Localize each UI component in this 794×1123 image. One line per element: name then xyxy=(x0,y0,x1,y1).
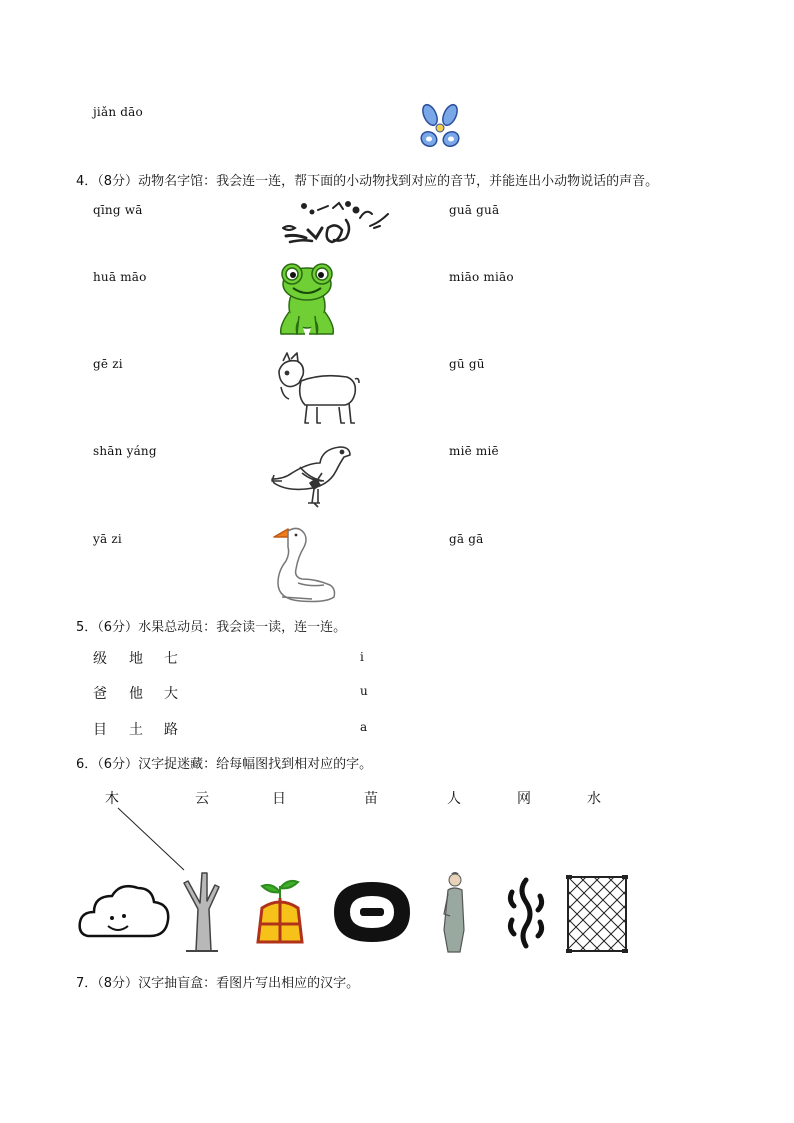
left-pinyin-3: gē zi xyxy=(93,357,123,371)
q7-number: 7． xyxy=(76,976,98,991)
q6-char-miao: 苗 xyxy=(364,791,378,807)
left-pinyin-1: qīng wā xyxy=(93,203,143,217)
right-sound-1: guā guā xyxy=(449,203,500,217)
person-icon xyxy=(440,870,474,954)
q5-row-3-char-2: 土 xyxy=(129,722,143,738)
q5-row-1-char-1: 级 xyxy=(93,651,107,667)
left-pinyin-2: huā māo xyxy=(93,270,147,284)
q5-row-1-char-3: 七 xyxy=(164,651,178,667)
q5-row-1-char-2: 地 xyxy=(129,651,143,667)
left-pinyin-5: yā zi xyxy=(93,532,122,546)
q5-row-2-char-3: 大 xyxy=(164,686,178,702)
q5-score: （6分） xyxy=(97,620,139,635)
q6-char-mu: 木 xyxy=(105,791,119,807)
q5-title: 水果总动员：我会读一读，连一连。 xyxy=(138,620,347,635)
scissors-pinyin: jiǎn dāo xyxy=(93,105,143,119)
q6-char-shui: 水 xyxy=(587,791,601,807)
right-sound-5: gā gā xyxy=(449,532,484,546)
q5-row-3-char-1: 目 xyxy=(93,722,107,738)
q6-score: （6分） xyxy=(97,757,139,772)
right-sound-4: miē miē xyxy=(449,444,499,458)
q5-row-3-char-3: 路 xyxy=(164,722,178,738)
q5-vowel-2: u xyxy=(360,684,368,698)
right-sound-2: miāo miāo xyxy=(449,270,514,284)
sun-glyph-icon xyxy=(330,878,414,946)
q7-title: 汉字抽盲盒：看图片写出相应的汉字。 xyxy=(138,976,360,991)
q6-char-wang: 网 xyxy=(517,791,531,807)
q5-number: 5． xyxy=(76,620,98,635)
q4-score: （8分） xyxy=(97,174,139,189)
cloud-icon xyxy=(78,886,174,946)
net-icon xyxy=(566,873,628,953)
seedling-field-icon xyxy=(250,876,310,948)
right-sound-3: gū gū xyxy=(449,357,485,371)
q5-row-2-char-2: 他 xyxy=(129,686,143,702)
water-glyph-icon xyxy=(504,876,548,950)
q6-number: 6． xyxy=(76,757,98,772)
q5-vowel-3: a xyxy=(360,720,368,734)
q5-vowel-1: i xyxy=(360,650,365,664)
tree-icon xyxy=(178,873,222,953)
q6-char-ren: 人 xyxy=(447,791,461,807)
q6-char-yun: 云 xyxy=(195,791,209,807)
q4-title: 动物名字馆：我会连一连，帮下面的小动物找到对应的音节，并能连出小动物说话的声音。 xyxy=(138,174,659,189)
left-pinyin-4: shān yáng xyxy=(93,444,157,458)
q6-char-ri: 日 xyxy=(272,791,286,807)
q4-number: 4． xyxy=(76,174,98,189)
q7-score: （8分） xyxy=(97,976,139,991)
q5-row-2-char-1: 爸 xyxy=(93,686,107,702)
q6-title: 汉字捉迷藏：给每幅图找到相对应的字。 xyxy=(138,757,373,772)
q7-heading xyxy=(76,972,359,991)
